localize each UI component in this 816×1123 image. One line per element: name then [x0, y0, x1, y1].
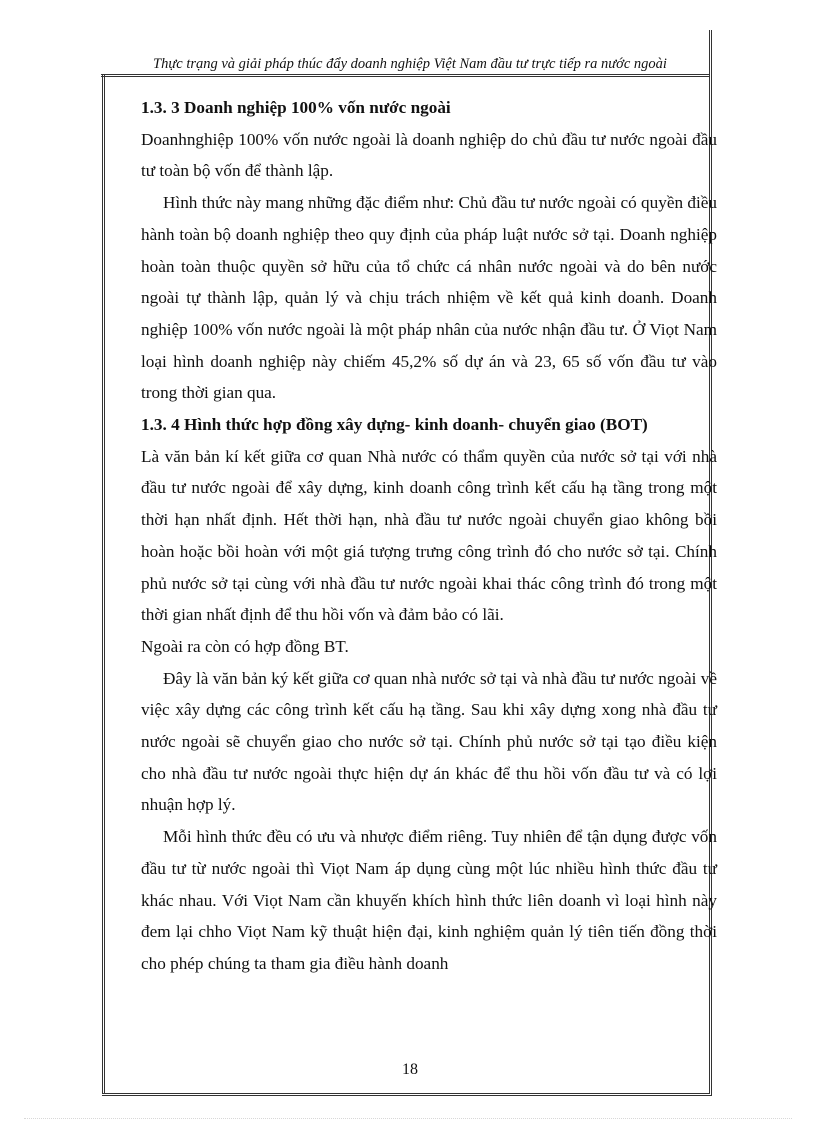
running-header: Thực trạng và giải pháp thúc đẩy doanh nghiệp Việt Nam đầu tư trực tiếp ra nước ngoài [153, 56, 667, 72]
section-heading-1-3-3: 1.3. 3 Doanh nghiệp 100% vốn nước ngoài [141, 98, 451, 117]
section-heading-1-3-4: 1.3. 4 Hình thức hợp đồng xây dựng- kinh doanh- chuyển giao (BOT) [141, 415, 648, 435]
paragraph-bt-intro: Ngoài ra còn có hợp đồng BT. [141, 636, 349, 656]
paragraph-summary: Mỗi hình thức đều có ưu và nhược điểm riêng. Tuy nhiên để tận dụng được vốn đầu tư từ nước ngoài thì Viọt Nam áp dụng cùng một lúc nhiều hình thức đầu tư khác nhau. Với Viọt Nam cần khuyến khích hình thức liên doanh vì loại hình này đem lại chho Viọt Nam kỹ thuật hiện đại, kinh nghiệm quản lý tiên tiến đồng thời cho phép chúng ta tham gia điều hành doanh [141, 827, 717, 973]
paragraph-bot-definition: Là văn bản kí kết giữa cơ quan Nhà nước có thẩm quyền của nước sở tại với nhà đầu tư nước ngoài để xây dựng, kinh doanh công trình kết cấu hạ tầng trong một thời hạn nhất định. Hết thời hạn, nhà đầu tư nước ngoài chuyển giao không bồi hoàn hoặc bồi hoàn với một giá tượng trưng công trình đó cho nước sở tại. Chính phủ nước sở tại cùng với nhà đầu tư nước ngoài khai thác công trình đó trong một thời gian nhất định để thu hồi vốn và đảm bảo có lãi. [141, 446, 717, 625]
document-body [141, 92, 717, 980]
paragraph-bt-definition: Đây là văn bản ký kết giữa cơ quan nhà nước sở tại và nhà đầu tư nước ngoài về việc xây dựng các công trình kết cấu hạ tầng. Sau khi xây dựng xong nhà đầu tư nước ngoài sẽ chuyển giao cho nước sở tại. Chính phủ nước sở tại tạo điều kiện cho nhà đầu tư nước ngoài thực hiện dự án khác để thu hồi vốn đầu tư và có lợi nhuận hợp lý. [141, 668, 717, 815]
paragraph-definition-100-percent: Doanhnghiệp 100% vốn nước ngoài là doanh nghiệp do chủ đầu tư nước ngoài đầu tư toàn bộ vốn để thành lập. [141, 129, 717, 181]
page-number: 18 [402, 1061, 418, 1078]
paragraph-characteristics: Hình thức này mang những đặc điểm như: Chủ đầu tư nước ngoài có quyền điều hành toàn bộ doanh nghiệp theo quy định của pháp luật nước sở tại. Doanh nghiệp hoàn toàn thuộc quyền sở hữu của tổ chức cá nhân nước ngoài và do bên nước ngoài tự thành lập, quản lý và chịu trách nhiệm về kết quả kinh doanh. Doanh nghiệp 100% vốn nước ngoài là một pháp nhân của nước nhận đầu tư. Ở Viọt Nam loại hình doanh nghiệp này chiếm 45,2% số dự án và 23, 65 số vốn đầu tư vào trong thời gian qua. [141, 193, 717, 403]
footer-dotted-rule [24, 1118, 792, 1119]
